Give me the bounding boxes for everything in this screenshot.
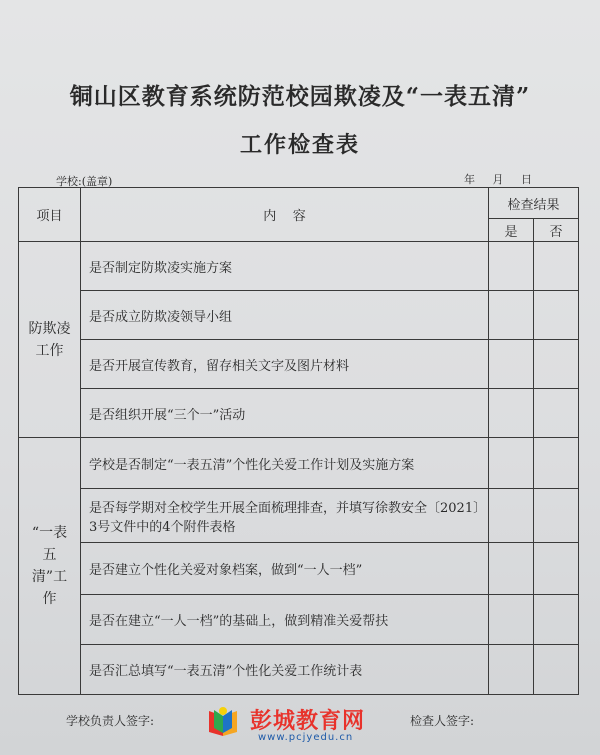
check-yes-cell[interactable]: [489, 242, 534, 291]
header-yes: 是: [489, 219, 534, 242]
header-item: 项目: [19, 188, 81, 242]
check-no-cell[interactable]: [534, 543, 579, 595]
row-content: 是否开展宣传教育，留存相关文字及图片材料: [81, 340, 489, 389]
check-no-cell[interactable]: [534, 389, 579, 438]
watermark-url: www.pcjyedu.cn: [258, 732, 354, 743]
header-result: 检查结果: [489, 188, 579, 219]
check-yes-cell[interactable]: [489, 340, 534, 389]
school-label: 学校:(盖章): [56, 175, 113, 188]
row-content: 是否每学期对全校学生开展全面梳理排查，并填写徐教安全〔2021〕3号文件中的4个附件表格: [81, 489, 489, 543]
inspector-signature-label: 检查人签字:: [410, 714, 475, 728]
check-no-cell[interactable]: [534, 291, 579, 340]
row-content: 是否建立个性化关爱对象档案，做到“一人一档”: [81, 543, 489, 595]
watermark-text: 彭城教育网: [250, 709, 366, 734]
check-no-cell[interactable]: [534, 242, 579, 291]
header-content: 内 容: [81, 188, 489, 242]
check-no-cell[interactable]: [534, 438, 579, 489]
row-content: 是否成立防欺凌领导小组: [81, 291, 489, 340]
check-yes-cell[interactable]: [489, 645, 534, 695]
inspection-table: [18, 187, 579, 695]
row-content: 是否汇总填写“一表五清”个性化关爱工作统计表: [81, 645, 489, 695]
check-yes-cell[interactable]: [489, 595, 534, 645]
category-anti-bullying: 防欺凌工作: [19, 242, 81, 438]
row-content: 是否在建立“一人一档”的基础上，做到精准关爱帮扶: [81, 595, 489, 645]
date-label: 年 月 日: [464, 173, 532, 186]
principal-signature-label: 学校负责人签字:: [66, 714, 155, 728]
book-logo-icon: [206, 706, 240, 738]
check-no-cell[interactable]: [534, 645, 579, 695]
watermark: [206, 702, 386, 752]
check-no-cell[interactable]: [534, 595, 579, 645]
check-yes-cell[interactable]: [489, 489, 534, 543]
category-one-table-five-clear: “一表五清”工作: [19, 438, 81, 695]
row-content: 是否制定防欺凌实施方案: [81, 242, 489, 291]
check-no-cell[interactable]: [534, 489, 579, 543]
row-content: 学校是否制定“一表五清”个性化关爱工作计划及实施方案: [81, 438, 489, 489]
check-no-cell[interactable]: [534, 340, 579, 389]
check-yes-cell[interactable]: [489, 389, 534, 438]
check-yes-cell[interactable]: [489, 543, 534, 595]
header-no: 否: [534, 219, 579, 242]
check-yes-cell[interactable]: [489, 438, 534, 489]
title-line-1: 铜山区教育系统防范校园欺凌及“一表五清”: [69, 83, 531, 110]
title-line-2: 工作检查表: [239, 132, 360, 158]
check-yes-cell[interactable]: [489, 291, 534, 340]
row-content: 是否组织开展“三个一”活动: [81, 389, 489, 438]
